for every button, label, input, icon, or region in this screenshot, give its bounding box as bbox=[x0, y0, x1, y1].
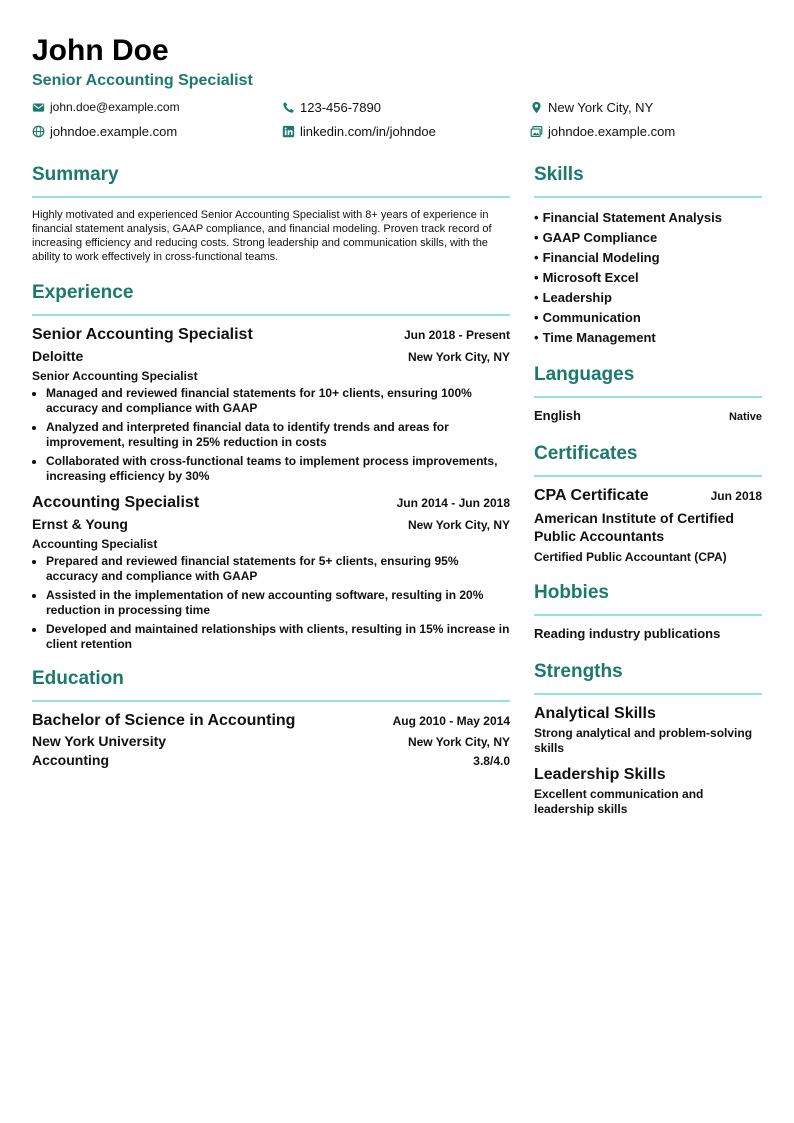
strengths-section bbox=[534, 659, 762, 817]
skill-item: • Leadership bbox=[534, 288, 762, 308]
strength-name: Leadership Skills bbox=[534, 766, 666, 783]
skill-item: • GAAP Compliance bbox=[534, 228, 762, 248]
contact-info bbox=[32, 100, 762, 148]
section-divider bbox=[32, 196, 510, 198]
education-title: Education bbox=[32, 668, 124, 689]
job-location: New York City, NY bbox=[407, 350, 510, 364]
bullet-item: • Managed and reviewed financial statements for 10+ clients, ensuring 100% accuracy and compliance with GAAP bbox=[46, 386, 510, 416]
school-location: New York City, NY bbox=[407, 735, 510, 749]
section-divider bbox=[534, 396, 762, 398]
section-divider bbox=[534, 614, 762, 616]
certificates-section bbox=[534, 441, 762, 564]
skills-section bbox=[534, 162, 762, 348]
portfolio-icon bbox=[530, 125, 543, 138]
skills-list bbox=[534, 208, 762, 348]
location-text: New York City, NY bbox=[548, 100, 654, 115]
side-column bbox=[534, 162, 762, 827]
section-divider bbox=[32, 700, 510, 702]
degree-name: Bachelor of Science in Accounting bbox=[32, 712, 296, 729]
contact-portfolio[interactable] bbox=[530, 124, 675, 139]
contact-phone[interactable] bbox=[282, 100, 381, 115]
company-name: Ernst & Young bbox=[32, 516, 128, 532]
job-dates: Jun 2018 - Present bbox=[403, 328, 510, 342]
experience-entry bbox=[32, 326, 510, 484]
experience-section bbox=[32, 280, 510, 652]
skill-item: • Financial Modeling bbox=[534, 248, 762, 268]
strength-description: Strong analytical and problem-solving skills bbox=[534, 726, 753, 755]
portfolio-text: johndoe.example.com bbox=[548, 124, 676, 139]
certificate-description: Certified Public Accountant (CPA) bbox=[534, 550, 727, 564]
skill-item: • Communication bbox=[534, 308, 762, 328]
strengths-title: Strengths bbox=[534, 661, 623, 682]
job-title: Senior Accounting Specialist bbox=[32, 326, 253, 343]
bullet-item: • Prepared and reviewed financial statements for 5+ clients, ensuring 95% accuracy and compliance with GAAP bbox=[46, 554, 510, 584]
contact-location bbox=[530, 100, 653, 115]
skills-title: Skills bbox=[534, 164, 584, 185]
certificate-date: Jun 2018 bbox=[710, 489, 762, 503]
website-text: johndoe.example.com bbox=[50, 124, 178, 139]
languages-section bbox=[534, 362, 762, 423]
certificates-title: Certificates bbox=[534, 443, 638, 464]
phone-icon bbox=[282, 101, 295, 114]
job-location: New York City, NY bbox=[407, 518, 510, 532]
linkedin-icon bbox=[282, 125, 295, 138]
education-section bbox=[32, 666, 510, 768]
main-column bbox=[32, 162, 510, 771]
gpa: 3.8/4.0 bbox=[473, 754, 510, 768]
job-title: Accounting Specialist bbox=[32, 494, 200, 511]
languages-title: Languages bbox=[534, 364, 635, 385]
education-dates: Aug 2010 - May 2014 bbox=[392, 714, 510, 728]
section-divider bbox=[534, 693, 762, 695]
hobby-item: Reading industry publications bbox=[534, 626, 721, 641]
job-bullets bbox=[32, 386, 510, 484]
section-divider bbox=[534, 196, 762, 198]
bullet-item: • Developed and maintained relationships with clients, resulting in 15% increase in client retention bbox=[46, 622, 510, 652]
envelope-icon bbox=[32, 101, 45, 114]
globe-icon bbox=[32, 125, 45, 138]
field-of-study: Accounting bbox=[32, 752, 109, 768]
bullet-item: • Analyzed and interpreted financial data to identify trends and areas for improvement, resulting in 25% reduction in costs bbox=[46, 420, 510, 450]
strength-description: Excellent communication and leadership skills bbox=[534, 787, 704, 816]
summary-title: Summary bbox=[32, 164, 119, 185]
section-divider bbox=[32, 314, 510, 316]
candidate-name: John Doe bbox=[32, 34, 169, 67]
section-divider bbox=[534, 475, 762, 477]
certificate-issuer: American Institute of Certified Public Accountants bbox=[534, 510, 734, 544]
email-text: john.doe@example.com bbox=[50, 100, 180, 114]
language-item bbox=[534, 408, 762, 423]
job-bullets bbox=[32, 554, 510, 652]
summary-text: Highly motivated and experienced Senior Accounting Specialist with 8+ years of experience in financial statement analysis, GAAP compliance, and financial modeling. Proven track record of increasing efficiency and reducing costs. Strong leadership and communication skills, with the ability to work effectively in cross-functional teams. bbox=[32, 209, 492, 263]
experience-entry bbox=[32, 494, 510, 652]
job-dates: Jun 2014 - Jun 2018 bbox=[396, 496, 510, 510]
bullet-item: • Collaborated with cross-functional teams to implement process improvements, increasing efficiency by 30% bbox=[46, 454, 510, 484]
contact-website[interactable] bbox=[32, 124, 177, 139]
certificate-name: CPA Certificate bbox=[534, 487, 649, 504]
language-name: English bbox=[534, 408, 581, 423]
hobbies-title: Hobbies bbox=[534, 582, 609, 603]
job-position: Senior Accounting Specialist bbox=[32, 369, 198, 383]
phone-text: 123-456-7890 bbox=[300, 100, 381, 115]
school-name: New York University bbox=[32, 733, 167, 749]
hobbies-section bbox=[534, 580, 762, 641]
bullet-item: • Assisted in the implementation of new accounting software, resulting in 20% reduction in processing time bbox=[46, 588, 510, 618]
map-pin-icon bbox=[530, 101, 543, 114]
company-name: Deloitte bbox=[32, 348, 84, 364]
linkedin-text: linkedin.com/in/johndoe bbox=[300, 124, 436, 139]
skill-item: • Financial Statement Analysis bbox=[534, 208, 762, 228]
summary-section bbox=[32, 162, 510, 264]
language-level: Native bbox=[728, 411, 762, 423]
skill-item: • Time Management bbox=[534, 328, 762, 348]
candidate-role: Senior Accounting Specialist bbox=[32, 72, 253, 89]
strength-name: Analytical Skills bbox=[534, 705, 656, 722]
job-position: Accounting Specialist bbox=[32, 537, 158, 551]
skill-item: • Microsoft Excel bbox=[534, 268, 762, 288]
contact-linkedin[interactable] bbox=[282, 124, 436, 139]
contact-email[interactable] bbox=[32, 100, 180, 114]
experience-title: Experience bbox=[32, 282, 134, 303]
